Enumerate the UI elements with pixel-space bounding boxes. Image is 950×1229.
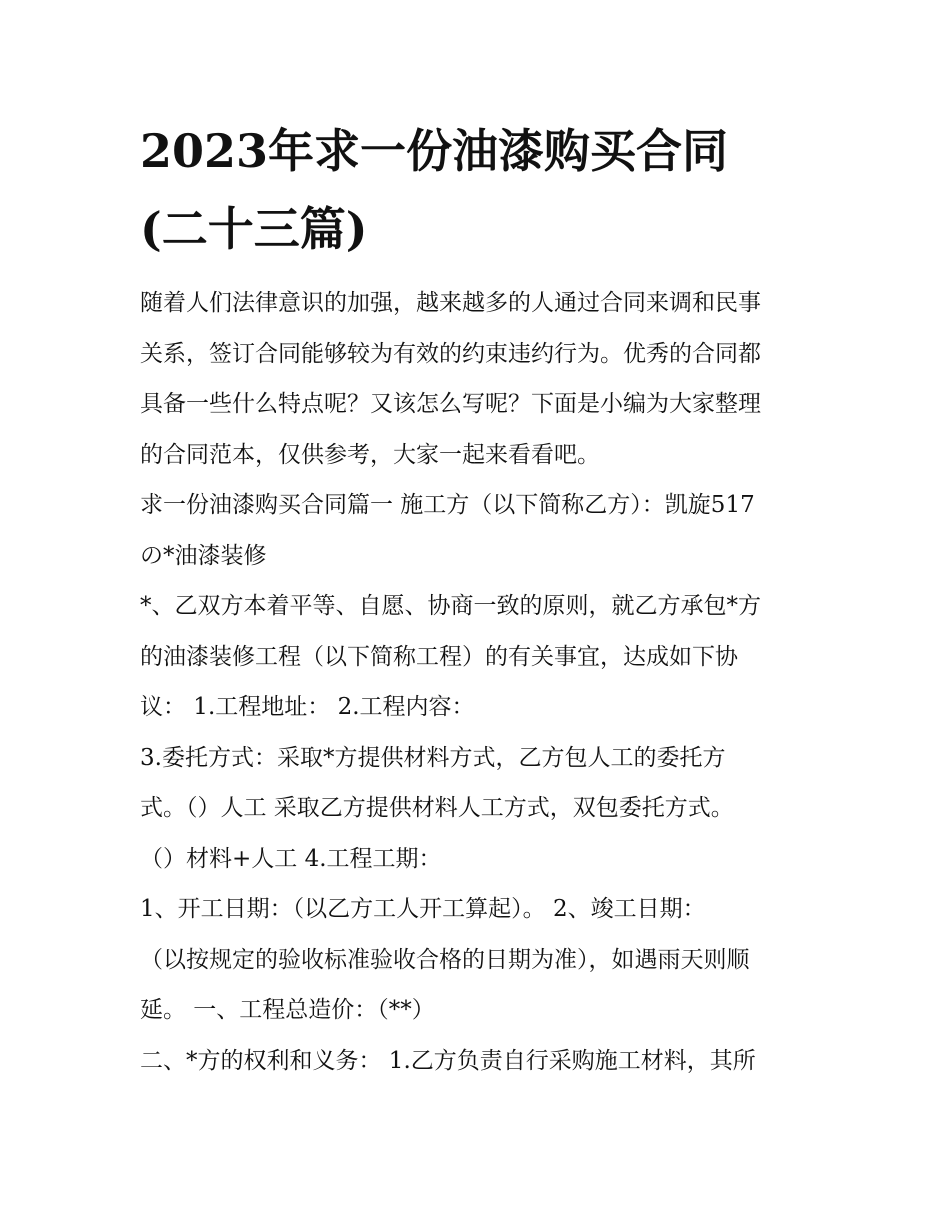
document-title [140, 112, 820, 268]
title-line: (二十三篇) [140, 202, 368, 256]
body-line: 具备一些什么特点呢？又该怎么写呢？下面是小编为大家整理 [140, 391, 761, 417]
title-line: 2023年求一份油漆购买合同 [140, 124, 729, 178]
body-line: 关系，签订合同能够较为有效的约束违约行为。优秀的合同都 [140, 340, 761, 367]
body-line: 二、*方的权利和义务： 1.乙方负责自行采购施工材料，其所 [140, 1047, 756, 1074]
body-line: 式。（）人工 采取乙方提供材料人工方式，双包委托方式。 [140, 795, 734, 821]
body-line: 1、开工日期：（以乙方工人开工算起）。 2、竣工日期： [140, 896, 706, 922]
body-line: 议： 1.工程地址： 2.工程内容： [140, 694, 475, 720]
body-line: の*油漆装修 [140, 542, 267, 569]
body-line: 的合同范本，仅供参考，大家一起来看看吧。 [140, 441, 600, 468]
body-line: 随着人们法律意识的加强，越来越多的人通过合同来调和民事 [140, 290, 761, 316]
body-line: 求一份油漆购买合同篇一 施工方（以下简称乙方）：凯旋517 [140, 492, 755, 518]
document-body [140, 278, 820, 1086]
body-line: 3.委托方式：采取*方提供材料方式，乙方包人工的委托方 [140, 744, 726, 771]
body-line: *、乙双方本着平等、自愿、协商一致的原则，就乙方承包*方 [140, 593, 761, 619]
body-line: 延。 一、工程总造价：（**） [140, 997, 435, 1023]
body-line: 的油漆装修工程（以下简称工程）的有关事宜，达成如下协 [140, 643, 738, 670]
document-page [140, 112, 820, 1086]
body-line: （以按规定的验收标准验收合格的日期为准），如遇雨天则顺 [140, 946, 750, 973]
body-line: （）材料+人工 4.工程工期： [140, 845, 442, 872]
